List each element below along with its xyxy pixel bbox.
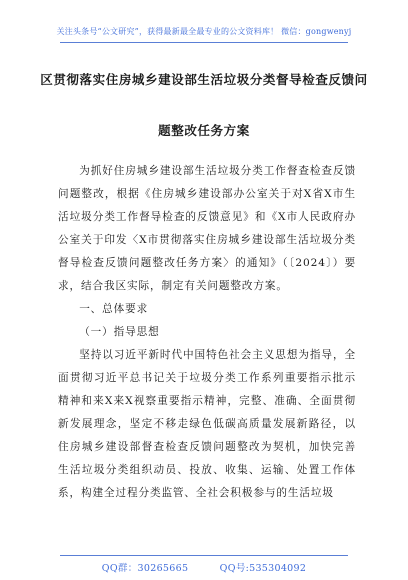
section-heading-general-requirements: 一、总体要求 xyxy=(79,303,149,315)
header-note: 关注头条号“公文研究”，获得最新最全最专业的公文资料库！ 微信：gongwenyj xyxy=(56,27,352,36)
intro-paragraph: 为抓好住房城乡建设部生活垃圾分类工作督查检查反馈问题整改，根据《住房城乡建设部办公室关于对X省X市生活垃圾分类工作督导检查的反馈意见》和《X市人民政府办公室关于印发〈X市贯彻落实住房城乡建设部生活垃圾分类督导检查反馈问题整改任务方案〉的通知》（〔2024〕）要求，结合我区实际，制定有关问题整改方案。 xyxy=(58,165,356,292)
footer-qq-number: QQ号:535304092 xyxy=(219,563,307,574)
footer-contact xyxy=(0,560,408,574)
header-divider xyxy=(60,42,348,43)
subsection-heading-guiding-ideology: （一）指导思想 xyxy=(79,326,160,338)
guiding-ideology-paragraph: 坚持以习近平新时代中国特色社会主义思想为指导，全面贯彻习近平总书记关于垃圾分类工作系列重要指示批示精神和来X来X视察重要指示精神，完整、准确、全面贯彻新发展理念，坚定不移走绿色低碳高质量发展新路径，以住房城乡建设部督查检查反馈问题整改为契机，加快完善生活垃圾分类组织动员、投放、收集、运输、处置工作体系，构建全过程分类监管、全社会积极参与的生活垃圾 xyxy=(58,349,356,499)
document-title-line-2: 题整改任务方案 xyxy=(158,123,250,138)
footer-qq-group: QQ群：30265665 xyxy=(101,563,189,574)
document-title-line-1: 区贯彻落实住房城乡建设部生活垃圾分类督导检查反馈问 xyxy=(40,72,368,87)
footer-divider xyxy=(60,555,348,556)
document-body xyxy=(58,160,356,505)
